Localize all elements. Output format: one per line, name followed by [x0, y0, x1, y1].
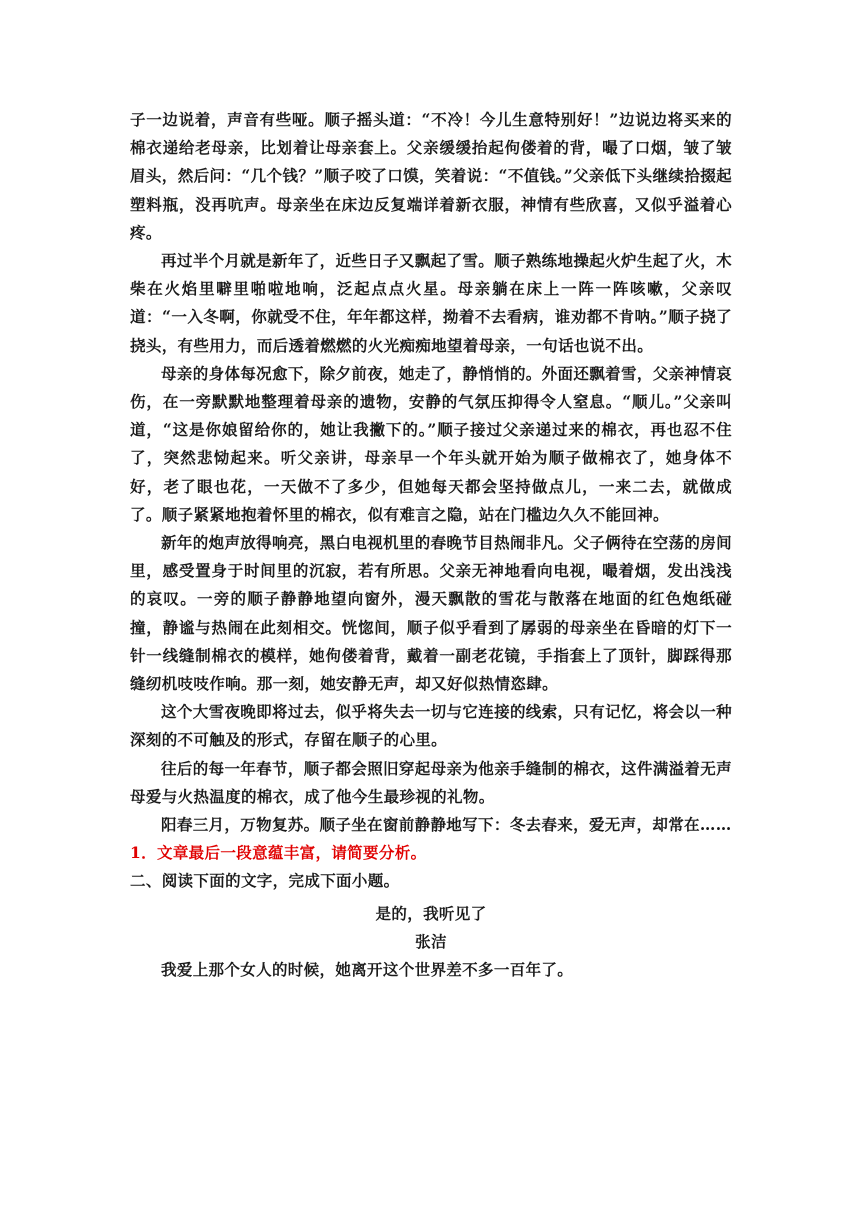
- article-first-paragraph: 我爱上那个女人的时候，她离开这个世界差不多一百年了。: [161, 960, 574, 980]
- paragraph: 新年的炮声放得响亮，黑白电视机里的春晚节目热闹非凡。父子俩待在空荡的房间里，感受置身于时间里的沉寂，若有所思。父亲无神地看向电视，嘬着烟，发出浅浅的哀叹。一旁的顺子静静地望向窗外，漫天飘散的雪花与散落在地面的红色炮纸碰撞，静谧与热闹在此刻相交。恍惚间，顺子似乎看到了孱弱的母亲坐在昏暗的灯下一针一线缝制棉衣的模样，她佝偻着背，戴着一副老花镜，手指套上了顶针，脚踩得那缝纫机吱吱作响。那一刻，她安静无声，却又好似热情恣肆。: [130, 533, 732, 694]
- paragraph: 这个大雪夜晚即将过去，似乎将失去一切与它连接的线索，只有记忆，将会以一种深刻的不可触及的形式，存留在顺子的心里。: [130, 702, 732, 750]
- paragraph: 往后的每一年春节，顺子都会照旧穿起母亲为他亲手缝制的棉衣，这件满溢着无声母爱与火热温度的棉衣，成了他今生最珍视的礼物。: [130, 758, 732, 806]
- article-author: 张洁: [415, 931, 447, 951]
- article-title: 是的，我听见了: [375, 903, 487, 923]
- paragraph-continuation: 子一边说着，声音有些哑。顺子摇头道：“不冷！今儿生意特别好！”边说边将买来的棉衣递给老母亲，比划着让母亲套上。父亲缓缓抬起佝偻着的背，嘬了口烟，皱了皱眉头，然后问：“几个钱？”顺子咬了口馍，笑着说：“不值钱。”父亲低下头继续拾掇起塑料瓶，没再吭声。母亲坐在床边反复端详着新衣服，神情有些欣喜，又似乎溢着心疼。: [130, 110, 732, 242]
- section-heading: 二、阅读下面的文字，完成下面小题。: [130, 871, 400, 891]
- paragraph: 母亲的身体每况愈下，除夕前夜，她走了，静悄悄的。外面还飘着雪，父亲神情哀伤，在一旁默默地整理着母亲的遗物，安静的气氛压抑得令人窒息。“顺儿。”父亲叫道，“这是你娘留给你的，她让我撇下的。”顺子接过父亲递过来的棉衣，再也忍不住了，突然悲恸起来。听父亲讲，母亲早一个年头就开始为顺子做棉衣了，她身体不好，老了眼也花，一天做不了多少，但她每天都会坚持做点儿，一来二去，就做成了。顺子紧紧地抱着怀里的棉衣，似有难言之隐，站在门槛边久久不能回神。: [130, 363, 732, 524]
- document-content: [130, 106, 732, 984]
- paragraph: 再过半个月就是新年了，近些日子又飘起了雪。顺子熟练地操起火炉生起了火，木柴在火焰里噼里啪啦地响，泛起点点火星。母亲躺在床上一阵一阵咳嗽，父亲叹道：“一入冬啊，你就受不住，年年都这样，拗着不去看病，谁劝都不肯呐。”顺子挠了挠头，有些用力，而后透着燃燃的火光痴痴地望着母亲，一句话也说不出。: [130, 251, 732, 355]
- question-1: 1．文章最后一段意蕴丰富，请简要分析。: [130, 843, 427, 863]
- paragraph: 阳春三月，万物复苏。顺子坐在窗前静静地写下：冬去春来，爱无声，却常在……: [161, 815, 732, 835]
